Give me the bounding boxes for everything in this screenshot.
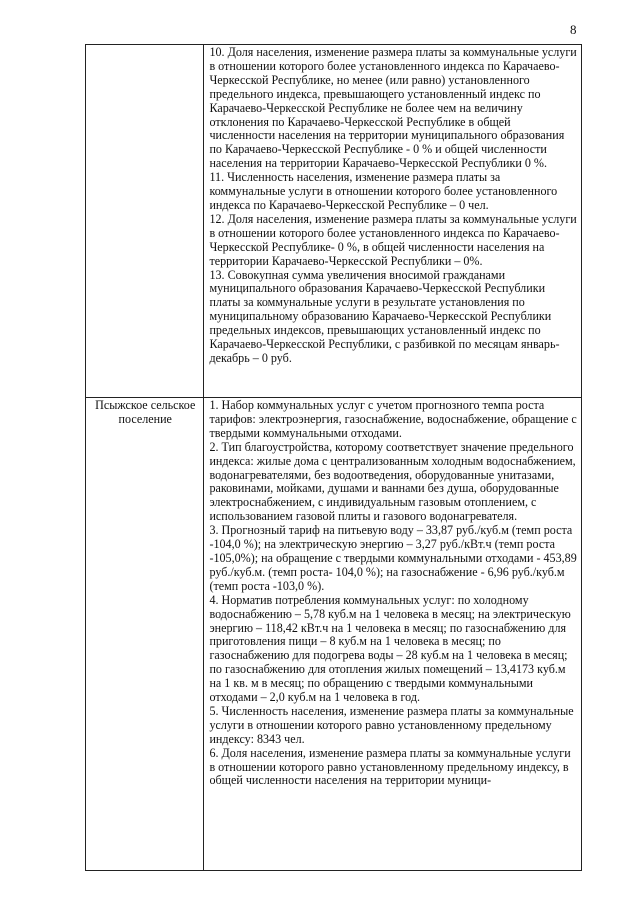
municipality-table (85, 44, 582, 871)
indicator-paragraph: 2. Тип благоустройства, которому соответствует значение предельного индекса: жилые дома с централизованным холодным водоснабжением, водонагревателями, без водоотведения, оборудованные унитазами, раковинами, мойками, душами и ваннами без душа, оборудованные электроснабжением, с индивидуальным газовым отоплением, с использованием газовой плиты и газового водонагревателя. (209, 439, 576, 524)
indicator-paragraph: 6. Доля населения, изменение размера платы за коммунальные услуги в отношении которого равно установленному предельному индексу, в общей численности населения на территории муници- (209, 745, 571, 788)
indicators-cell (204, 398, 582, 871)
indicators-cell (204, 45, 582, 398)
indicator-paragraph: 1. Набор коммунальных услуг с учетом прогнозного темпа роста тарифов: электроэнергия, газоснабжение, водоснабжение, обращение с твердыми коммунальными отходами. (209, 398, 577, 440)
indicator-paragraph: 5. Численность населения, изменение размера платы за коммунальные услуги в отношении которого равно установленному предельному индексу: 8343 чел. (209, 703, 574, 746)
municipality-name-cell (86, 45, 204, 398)
indicator-paragraph: 3. Прогнозный тариф на питьевую воду – 33,87 руб./куб.м (темп роста -104,0 %); на электрическую энергию – 3,27 руб./кВт.ч (темп роста -105,0%); на обращение с твердыми коммунальными отходами - 453,89 руб./куб.м. (темп роста- 104,0 %); на газоснабжение - 6,96 руб./куб.м (темп роста -103,0 %). (209, 523, 577, 593)
table-row (86, 398, 582, 871)
indicator-paragraph: 12. Доля населения, изменение размера платы за коммунальные услуги в отношении которого более установленного индекса по Карачаево-Черкесской Республике- 0 %, в общей численности населения на территории Карачаево-Черкесской Республики – 0%. (209, 211, 577, 268)
indicator-paragraph: 11. Численность населения, изменение размера платы за коммунальные услуги в отношении которого более установленного индекса по Карачаево-Черкесской Республике – 0 чел. (209, 170, 558, 212)
municipality-name-cell: Псыжское сельское поселение (86, 398, 204, 871)
table-row (86, 45, 582, 398)
indicator-paragraph: 10. Доля населения, изменение размера платы за коммунальные услуги в отношении которого более установленного индекса по Карачаево-Черкесской Республике, но менее (или равно) установленного предельного индекса, превышающего установленный индекс по Карачаево-Черкесской Республике не более чем на величину отклонения по Карачаево-Черкесской Республике в общей численности населения на территории муниципального образования по Карачаево-Черкесской Республике - 0 % и общей численности населения на территории Карачаево-Черкесской Республики 0 %. (209, 45, 577, 171)
page-number: 8 (570, 22, 577, 37)
indicator-paragraph: 13. Совокупная сумма увеличения вносимой гражданами муниципального образования Карачаево-Черкесской Республики платы за коммунальные услуги в результате установления по муниципальному образованию Карачаево-Черкесской Республики предельных индексов, превышающих установленный индекс по Карачаево-Черкесской Республики, с разбивкой по месяцам январь-декабрь – 0 руб. (209, 267, 560, 365)
indicator-paragraph: 4. Норматив потребления коммунальных услуг: по холодному водоснабжению – 5,78 куб.м на 1 человека в месяц; на электрическую энергию – 118,42 кВт.ч на 1 человека в месяц; по газоснабжению для приготовления пищи – 8 куб.м на 1 человека в месяц; по газоснабжению для подогрева воды – 28 куб.м на 1 человека в месяц; по газоснабжению для отопления жилых помещений – 13,4173 куб.м на 1 кв. м в месяц; по обращению с твердыми коммунальными отходами – 2,0 куб.м на 1 человека в год. (209, 592, 571, 705)
